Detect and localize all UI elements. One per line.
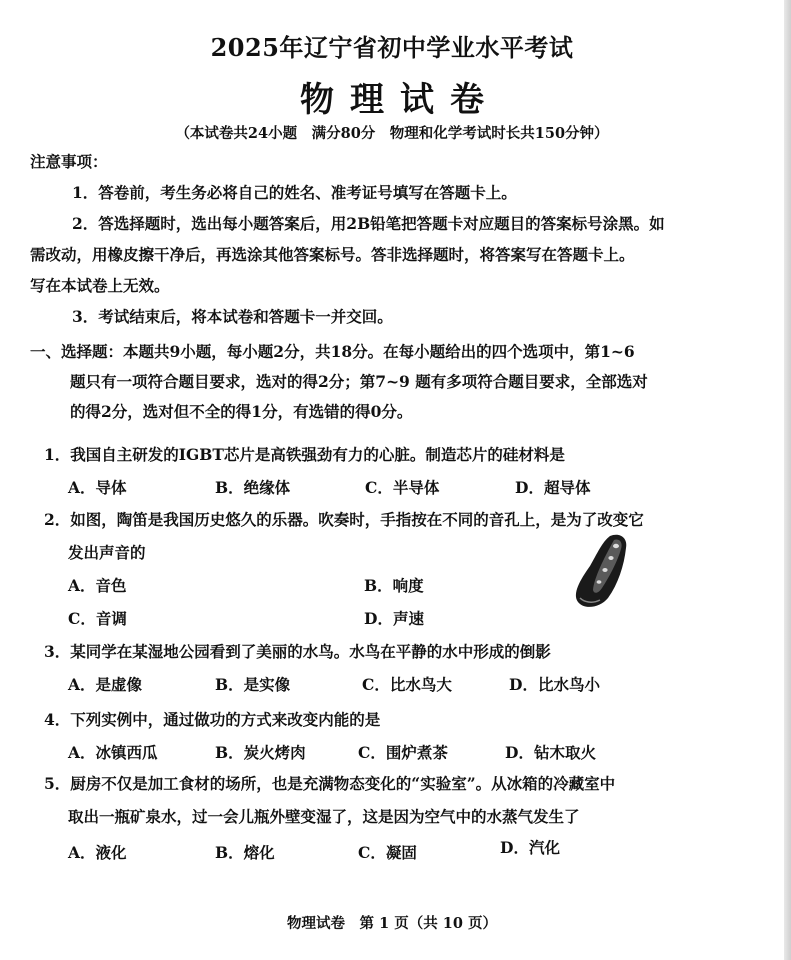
note-item-3: 3．考试结束后，将本试卷和答题卡一并交回。 bbox=[72, 307, 393, 326]
note-item-1: 1．答卷前，考生务必将自己的姓名、准考证号填写在答题卡上。 bbox=[72, 183, 517, 202]
question-3-stem: 3．某同学在某湿地公园看到了美丽的水鸟。水鸟在平静的水中形成的倒影 bbox=[44, 642, 551, 661]
note-item-2: 2．答选择题时，选出每小题答案后，用2B铅笔把答题卡对应题目的答案标号涂黑。如 bbox=[72, 214, 665, 233]
page-footer: 物理试卷 第 1 页（共 10 页） bbox=[287, 915, 497, 932]
exam-info: （本试卷共24小题 满分80分 物理和化学考试时长共150分钟） bbox=[175, 125, 609, 142]
page-edge-shadow bbox=[784, 0, 791, 960]
q2-option-c: C．音调 bbox=[68, 609, 127, 628]
q5-option-d: D．汽化 bbox=[500, 838, 560, 857]
q3-option-b: B．是实像 bbox=[215, 675, 291, 694]
q5-option-c: C．凝固 bbox=[358, 843, 417, 862]
notes-heading: 注意事项： bbox=[30, 152, 108, 171]
q5-option-a: A．液化 bbox=[68, 843, 127, 862]
subject-title: 物理试卷 bbox=[300, 80, 500, 120]
question-5-stem-cont: 取出一瓶矿泉水，过一会儿瓶外壁变湿了，这是因为空气中的水蒸气发生了 bbox=[68, 807, 580, 826]
q4-option-b: B．炭火烤肉 bbox=[215, 743, 306, 762]
q1-option-b: B．绝缘体 bbox=[215, 478, 291, 497]
section-instructions: 题只有一项符合题目要求，选对的得2分；第7~9 题有多项符合题目要求，全部选对 bbox=[70, 372, 648, 391]
note-item-2-cont: 写在本试卷上无效。 bbox=[30, 276, 170, 295]
q3-option-d: D．比水鸟小 bbox=[509, 675, 600, 694]
q2-option-d: D．声速 bbox=[364, 609, 424, 628]
q1-option-a: A．导体 bbox=[68, 478, 127, 497]
q4-option-d: D．钻木取火 bbox=[505, 743, 596, 762]
question-2-stem-cont: 发出声音的 bbox=[68, 543, 146, 562]
ocarina-icon bbox=[570, 532, 632, 610]
q5-option-b: B．熔化 bbox=[215, 843, 275, 862]
question-5-stem: 5．厨房不仅是加工食材的场所，也是充满物态变化的“实验室”。从冰箱的冷藏室中 bbox=[44, 774, 616, 793]
question-1-stem: 1．我国自主研发的IGBT芯片是高铁强劲有力的心脏。制造芯片的硅材料是 bbox=[44, 445, 565, 464]
q1-option-d: D．超导体 bbox=[515, 478, 591, 497]
note-item-2-cont: 需改动，用橡皮擦干净后，再选涂其他答案标号。答非选择题时，将答案写在答题卡上。 bbox=[30, 245, 635, 264]
section-instructions: 的得2分，选对但不全的得1分，有选错的得0分。 bbox=[70, 402, 413, 421]
question-4-stem: 4．下列实例中，通过做功的方式来改变内能的是 bbox=[44, 710, 381, 729]
q1-option-c: C．半导体 bbox=[365, 478, 440, 497]
exam-title: 2025年辽宁省初中学业水平考试 bbox=[210, 33, 574, 62]
question-2-stem: 2．如图，陶笛是我国历史悠久的乐器。吹奏时，手指按在不同的音孔上，是为了改变它 bbox=[44, 510, 644, 529]
q2-option-b: B．响度 bbox=[364, 576, 424, 595]
q4-option-a: A．冰镇西瓜 bbox=[68, 743, 158, 762]
section-heading: 一、选择题：本题共9小题，每小题2分，共18分。在每小题给出的四个选项中，第1~6 bbox=[30, 342, 635, 361]
q3-option-a: A．是虚像 bbox=[68, 675, 143, 694]
q3-option-c: C．比水鸟大 bbox=[362, 675, 452, 694]
q2-option-a: A．音色 bbox=[68, 576, 127, 595]
q4-option-c: C．围炉煮茶 bbox=[358, 743, 448, 762]
